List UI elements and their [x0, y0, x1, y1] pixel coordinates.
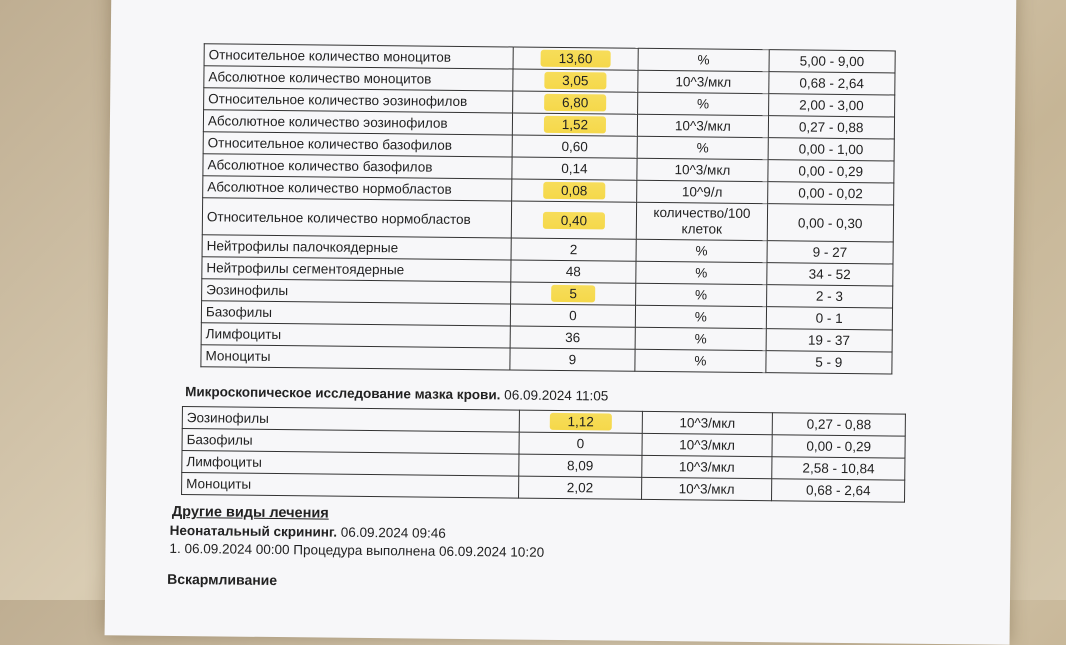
row-name: Абсолютное количество эозинофилов	[203, 110, 512, 135]
row-value-cell	[519, 454, 642, 477]
row-value-cell	[509, 348, 635, 371]
row-value-cell	[510, 326, 636, 349]
row-name: Лимфоциты	[182, 451, 519, 477]
row-name: Эозинофилы	[182, 407, 519, 433]
row-name: Базофилы	[182, 429, 519, 455]
row-value-cell	[510, 304, 636, 327]
row-value: 2	[569, 242, 578, 258]
row-unit: %	[638, 92, 769, 115]
highlighted-value: 0,40	[543, 211, 605, 229]
row-unit: %	[636, 261, 767, 284]
row-reference-range: 0,00 - 0,29	[772, 435, 905, 458]
row-reference-range: 0,68 - 2,64	[768, 72, 895, 95]
highlighted-value: 3,05	[544, 72, 606, 90]
row-name: Относительное количество нормобластов	[202, 198, 511, 238]
highlighted-value: 13,60	[541, 50, 611, 68]
row-reference-range: 0,27 - 0,88	[773, 413, 906, 436]
row-reference-range: 0 - 1	[766, 307, 893, 330]
row-value-cell	[511, 201, 637, 239]
highlighted-value: 6,80	[544, 94, 606, 112]
row-unit: 10^3/мкл	[641, 477, 772, 500]
row-name: Лимфоциты	[201, 323, 510, 348]
row-value-cell	[512, 69, 638, 92]
row-reference-range: 2,00 - 3,00	[768, 94, 895, 117]
highlighted-value: 1,52	[544, 116, 606, 134]
row-reference-range: 9 - 27	[767, 241, 894, 264]
row-name: Эозинофилы	[202, 279, 511, 304]
row-name: Относительное количество базофилов	[203, 132, 512, 157]
row-reference-range: 0,00 - 1,00	[768, 138, 895, 161]
row-reference-range: 34 - 52	[766, 263, 893, 286]
row-reference-range: 19 - 37	[766, 329, 893, 352]
row-name: Нейтрофилы палочкоядерные	[202, 235, 511, 260]
row-unit: %	[635, 327, 766, 350]
row-value-cell	[519, 432, 642, 455]
smear-datetime: 06.09.2024 11:05	[504, 387, 609, 404]
row-unit: 10^3/мкл	[642, 411, 773, 434]
neonatal-screening-line	[170, 523, 446, 541]
row-unit: 10^3/мкл	[638, 70, 769, 93]
row-value-cell	[510, 282, 636, 305]
smear-heading	[185, 384, 608, 403]
feeding-heading: Вскармливание	[167, 570, 278, 589]
row-unit: %	[638, 48, 769, 71]
row-name: Абсолютное количество базофилов	[203, 154, 512, 179]
row-value-cell	[513, 47, 639, 70]
neonatal-screening-date: 06.09.2024 09:46	[340, 524, 446, 541]
row-unit: %	[636, 305, 767, 328]
row-name: Моноциты	[201, 345, 510, 370]
row-value: 0	[576, 436, 585, 452]
row-name: Относительное количество моноцитов	[204, 44, 513, 69]
row-unit: 10^9/л	[637, 180, 768, 203]
row-reference-range: 2,58 - 10,84	[772, 457, 905, 480]
row-name: Относительное количество эозинофилов	[204, 88, 513, 113]
procedure-line: 1. 06.09.2024 00:00 Процедура выполнена 06.09.2024 10:20	[169, 540, 545, 560]
row-value-cell	[519, 410, 642, 433]
row-name: Нейтрофилы сегментоядерные	[202, 257, 511, 282]
row-reference-range: 5 - 9	[765, 351, 892, 374]
row-reference-range: 0,68 - 2,64	[772, 479, 905, 502]
row-unit: %	[635, 349, 766, 372]
row-value: 0,14	[561, 161, 588, 177]
lab-results-table	[200, 43, 895, 374]
smear-heading-text: Микроскопическое исследование мазка крови.	[185, 384, 501, 403]
row-name: Моноциты	[182, 473, 519, 499]
row-unit: %	[636, 283, 767, 306]
row-unit: количество/100 клеток	[637, 202, 768, 240]
row-value-cell	[511, 238, 637, 261]
row-reference-range: 5,00 - 9,00	[769, 50, 896, 73]
row-value: 8,09	[567, 458, 594, 474]
row-value: 9	[568, 352, 577, 368]
row-name: Базофилы	[201, 301, 510, 326]
row-value-cell	[511, 157, 637, 180]
highlighted-value: 0,08	[543, 182, 605, 200]
highlighted-value: 5	[551, 285, 595, 302]
row-value-cell	[510, 260, 636, 283]
row-value: 2,02	[566, 480, 594, 496]
smear-results-table	[181, 406, 906, 503]
row-value: 36	[565, 330, 581, 346]
row-unit: %	[637, 136, 768, 159]
row-unit: 10^3/мкл	[642, 433, 773, 456]
row-unit: 10^3/мкл	[637, 158, 768, 181]
row-value-cell	[512, 113, 638, 136]
row-reference-range: 2 - 3	[766, 285, 893, 308]
row-reference-range: 0,00 - 0,02	[767, 182, 894, 205]
neonatal-screening-label: Неонатальный скрининг.	[169, 522, 338, 540]
row-value: 0	[569, 308, 577, 324]
row-name: Абсолютное количество моноцитов	[204, 66, 513, 91]
row-value-cell	[512, 91, 638, 114]
row-unit: %	[636, 239, 767, 262]
row-value: 0,60	[561, 139, 588, 155]
document-page	[105, 0, 1017, 645]
row-name: Абсолютное количество нормобластов	[203, 176, 512, 201]
row-value-cell	[519, 476, 642, 499]
row-reference-range: 0,00 - 0,29	[767, 160, 894, 183]
row-unit: 10^3/мкл	[641, 455, 772, 478]
row-value: 48	[565, 264, 581, 280]
row-reference-range: 0,00 - 0,30	[767, 204, 894, 242]
row-unit: 10^3/мкл	[638, 114, 769, 137]
row-value-cell	[511, 179, 637, 202]
highlighted-value: 1,12	[549, 413, 611, 431]
row-reference-range: 0,27 - 0,88	[768, 116, 895, 139]
row-value-cell	[512, 135, 638, 158]
other-treatments-heading: Другие виды лечения	[171, 503, 329, 522]
